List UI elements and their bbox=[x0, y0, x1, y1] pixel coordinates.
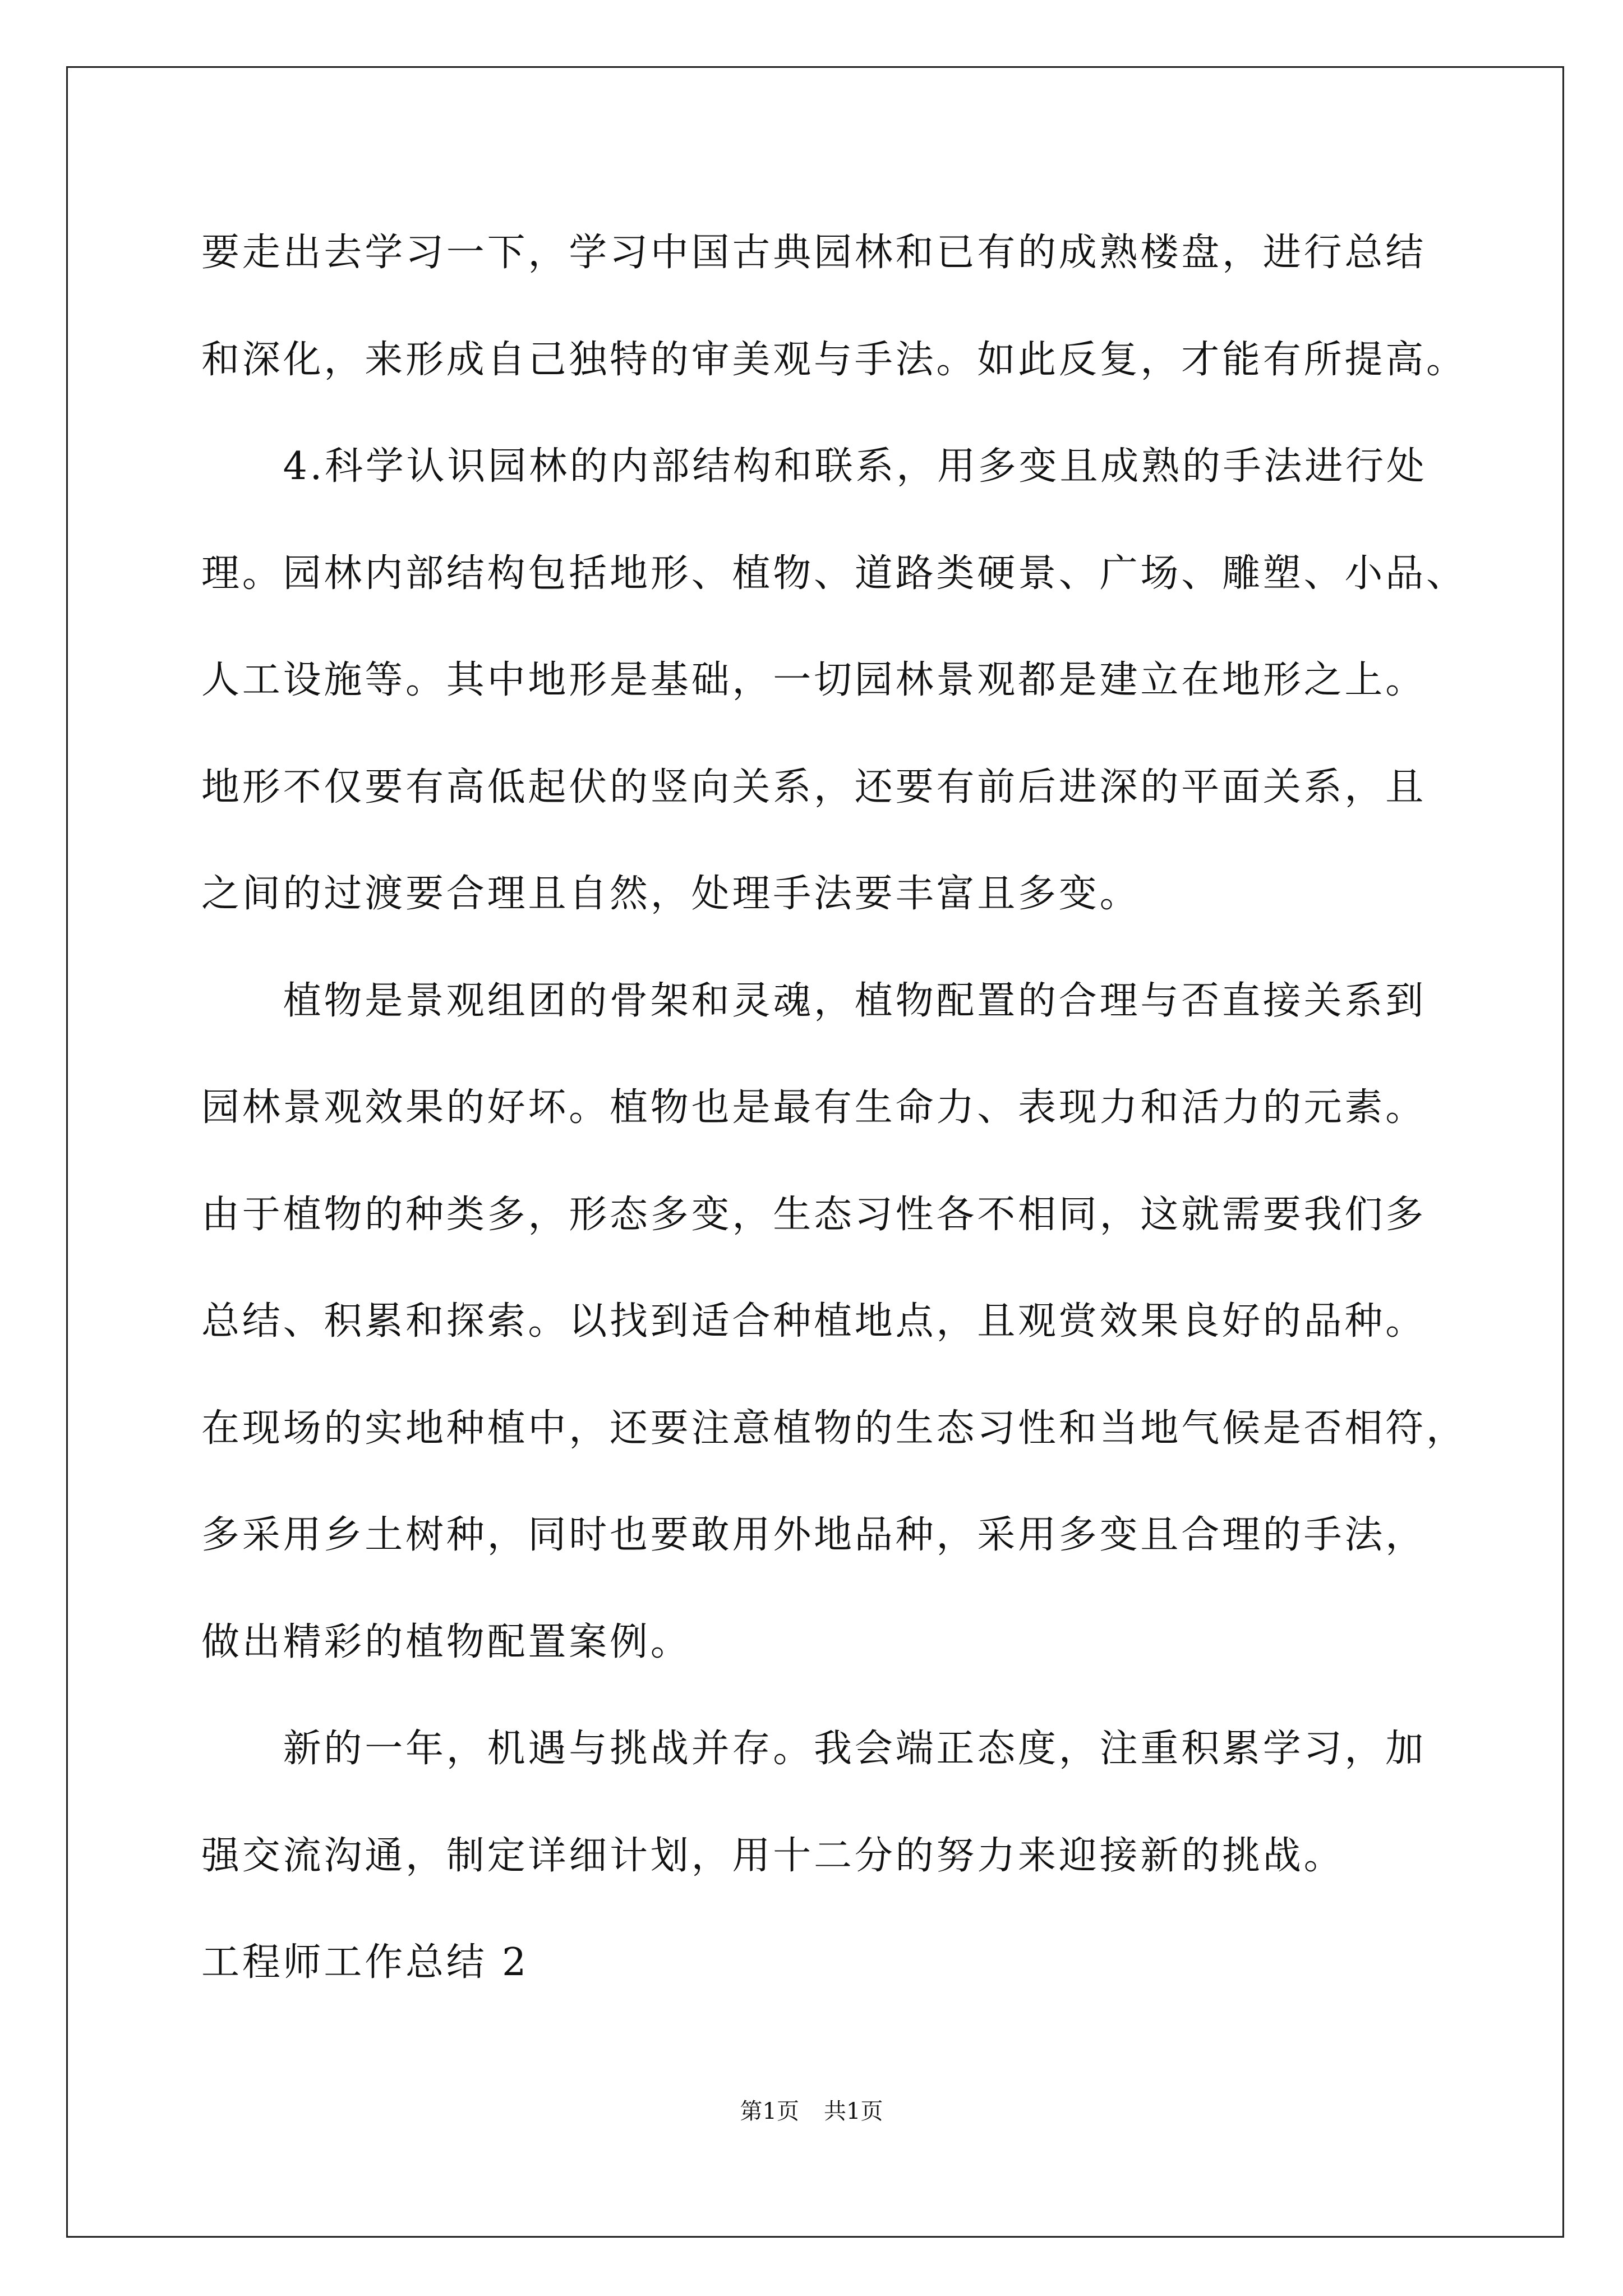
paragraph bbox=[201, 948, 1508, 1696]
paragraph-line: 和深化，来形成自己独特的审美观与手法。如此反复，才能有所提高。 bbox=[201, 337, 1467, 382]
paragraph-line: 理。园林内部结构包括地形、植物、道路类硬景、广场、雕塑、小品、 bbox=[201, 551, 1467, 596]
paragraph-line: 由于植物的种类多，形态多变，生态习性各不相同，这就需要我们多 bbox=[201, 1192, 1427, 1237]
paragraph-line: 之间的过渡要合理且自然，处理手法要丰富且多变。 bbox=[201, 872, 1141, 916]
page-total: 共1页 bbox=[824, 2099, 883, 2124]
paragraph-line: 总结、积累和探索。以找到适合种植地点，且观赏效果良好的品种。 bbox=[201, 1299, 1427, 1343]
paragraph bbox=[201, 1696, 1508, 1910]
paragraph-line: 4.科学认识园林的内部结构和联系，用多变且成熟的手法进行处 bbox=[283, 444, 1427, 489]
section-heading: 工程师工作总结 2 bbox=[201, 1940, 529, 1985]
paragraph-line: 地形不仅要有高低起伏的竖向关系，还要有前后进深的平面关系，且 bbox=[201, 765, 1427, 809]
paragraph bbox=[201, 413, 1508, 948]
paragraph-line: 新的一年，机遇与挑战并存。我会端正态度，注重积累学习，加 bbox=[283, 1727, 1426, 1771]
paragraph bbox=[201, 200, 1508, 413]
page-footer bbox=[0, 2097, 1623, 2125]
document-body bbox=[201, 200, 1508, 2017]
paragraph-line: 要走出去学习一下，学习中国古典园林和已有的成熟楼盘，进行总结 bbox=[201, 231, 1427, 275]
page-number: 第1页 bbox=[740, 2099, 799, 2124]
paragraph-line: 做出精彩的植物配置案例。 bbox=[201, 1619, 691, 1664]
paragraph-line: 在现场的实地种植中，还要注意植物的生态习性和当地气候是否相符， bbox=[201, 1406, 1467, 1451]
paragraph-line: 园林景观效果的好坏。植物也是最有生命力、表现力和活力的元素。 bbox=[201, 1085, 1427, 1130]
paragraph-line: 人工设施等。其中地形是基础，一切园林景观都是建立在地形之上。 bbox=[201, 658, 1427, 702]
paragraph-line: 强交流沟通，制定详细计划，用十二分的努力来迎接新的挑战。 bbox=[201, 1833, 1345, 1878]
paragraph-line: 多采用乡土树种，同时也要敢用外地品种，采用多变且合理的手法， bbox=[201, 1513, 1427, 1557]
paragraph-line: 植物是景观组团的骨架和灵魂，植物配置的合理与否直接关系到 bbox=[283, 978, 1426, 1023]
